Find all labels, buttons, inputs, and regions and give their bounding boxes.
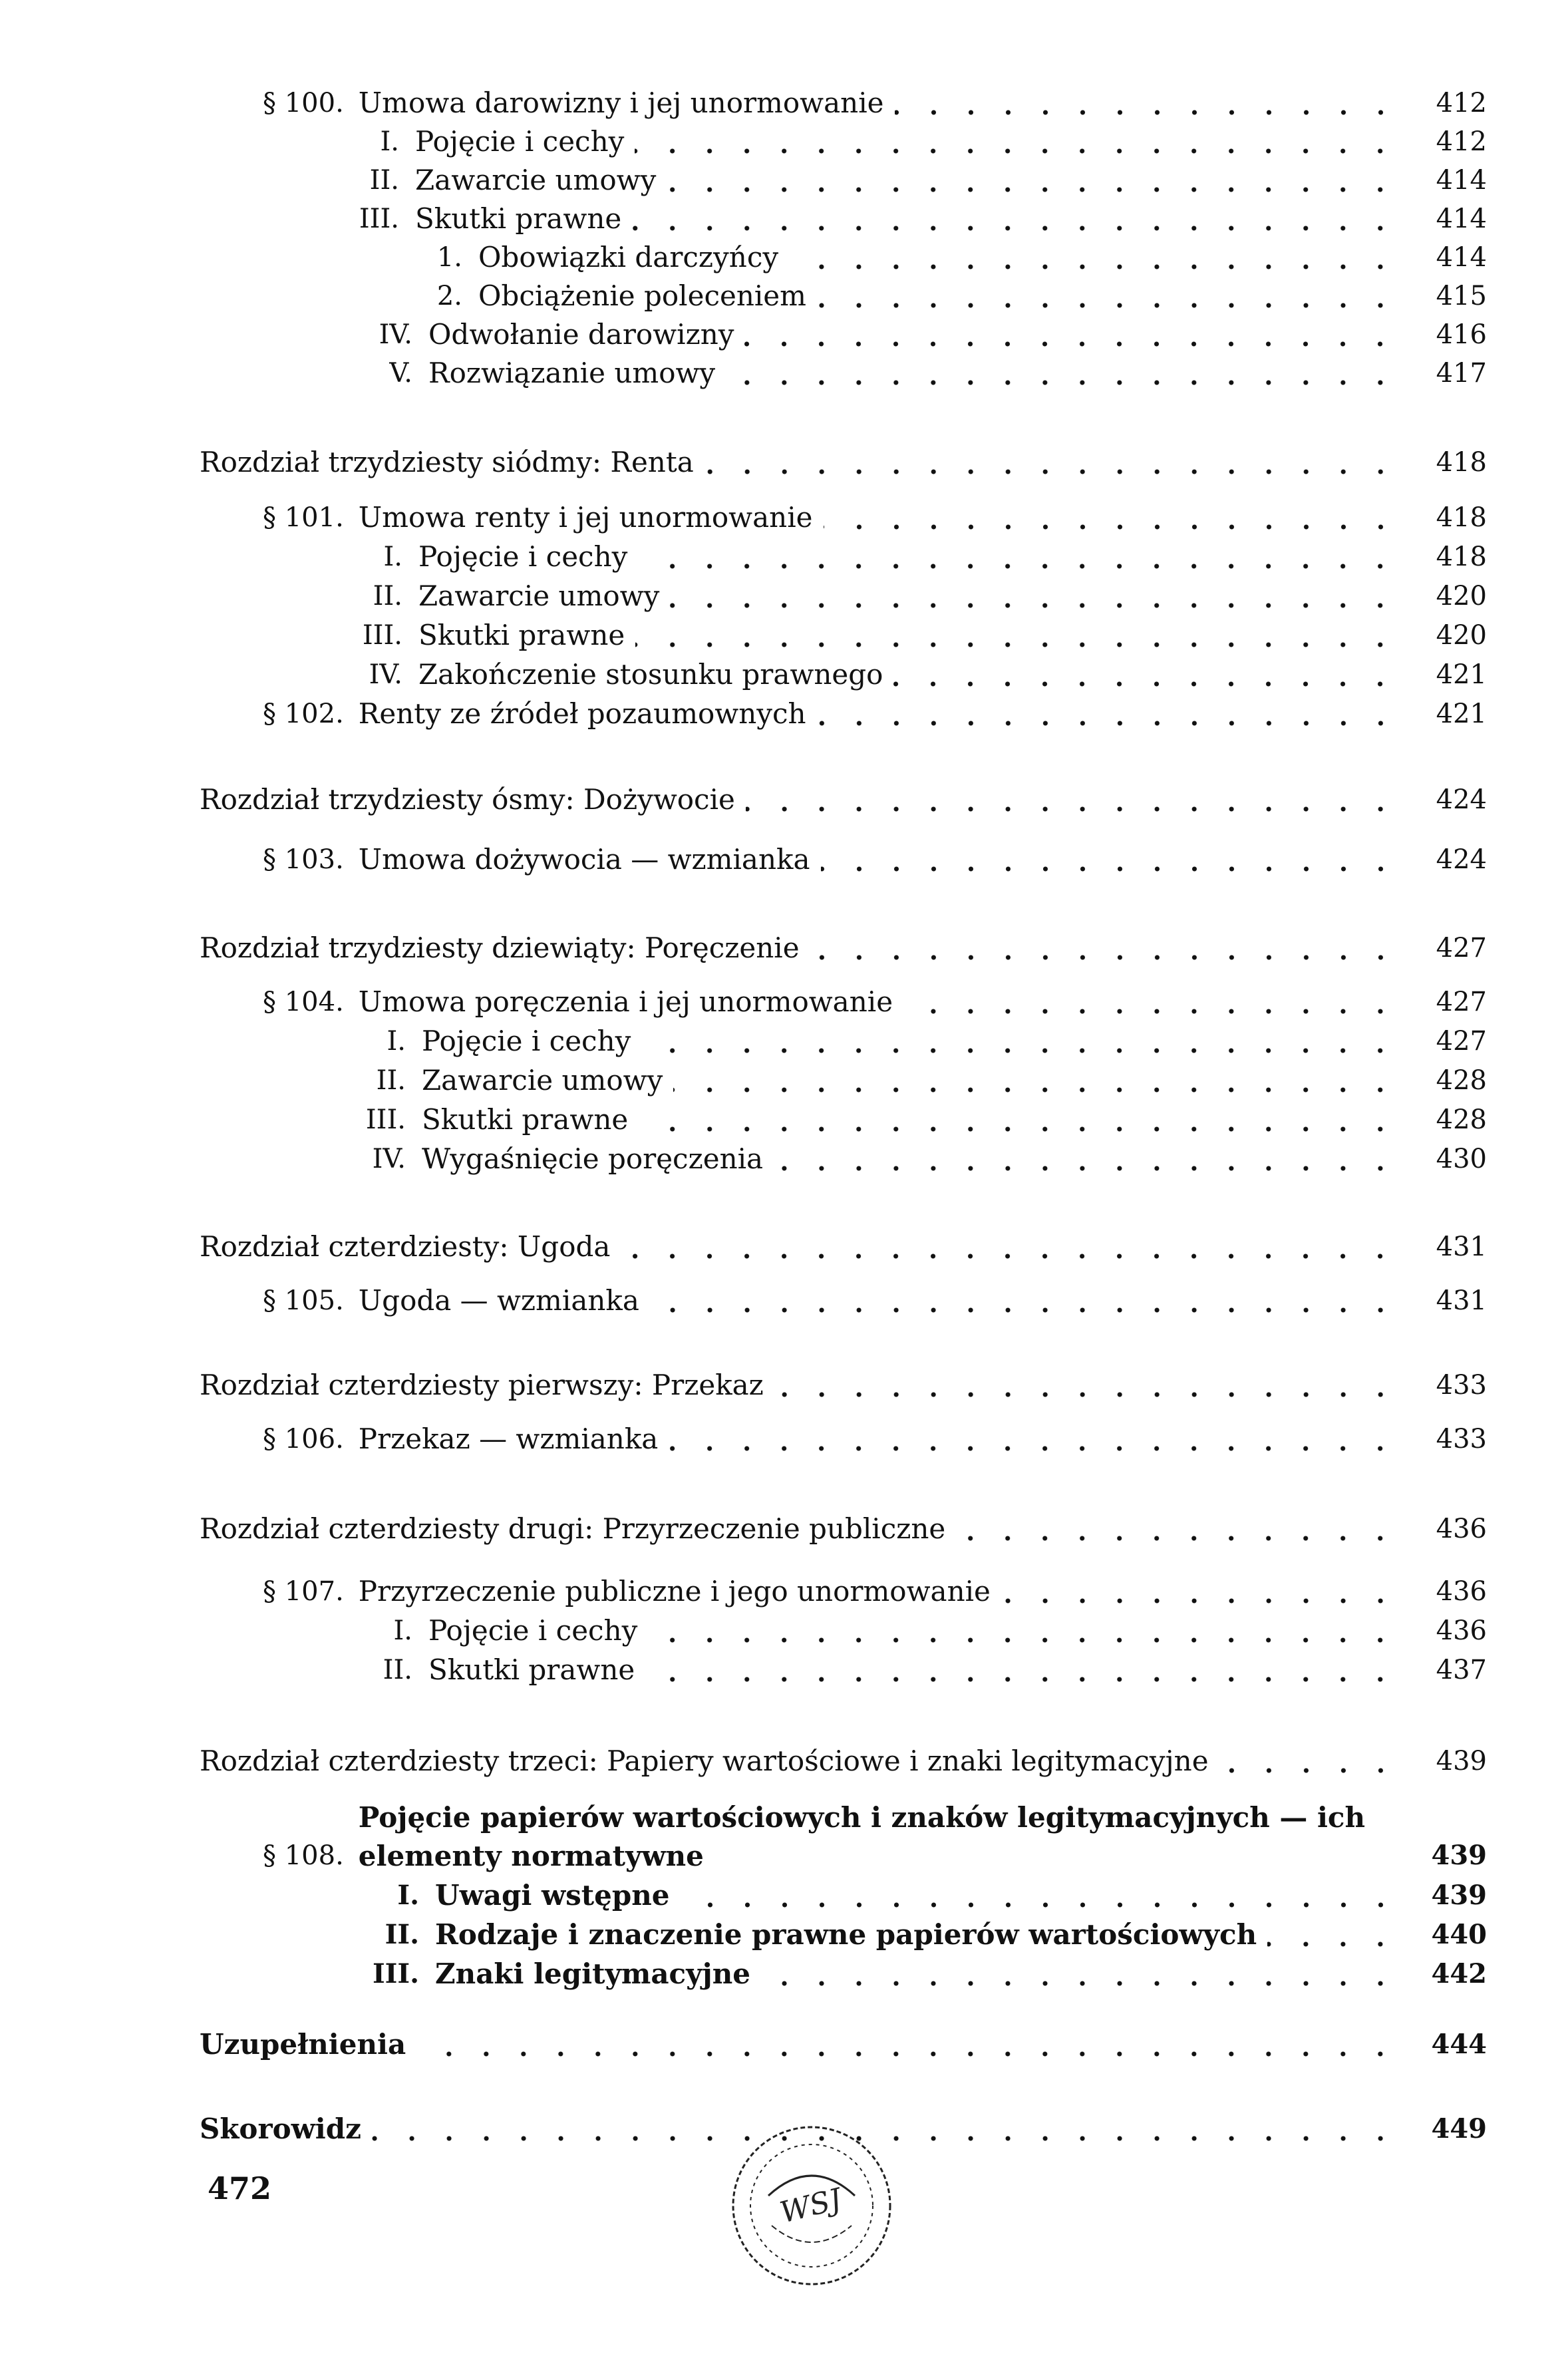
page-ref: 439	[1431, 1880, 1487, 1911]
toc-subentry	[263, 1021, 1487, 1061]
dot-leader	[774, 1139, 1414, 1179]
entry-title: Znaki legitymacyjne	[435, 1957, 750, 1990]
entry-title: Skutki prawne	[415, 202, 622, 235]
entry-title: Zakończenie stosunku prawnego	[418, 658, 883, 691]
entry-number: II.	[376, 1065, 406, 1096]
entry-title: Umowa renty i jej unormowanie	[358, 501, 813, 534]
entry-title: Obciążenie poleceniem	[478, 279, 806, 312]
dot-leader	[774, 1365, 1414, 1405]
entry-title: Odwołanie darowizny	[428, 318, 734, 351]
dot-leader	[673, 1061, 1414, 1100]
page-ref: 431	[1436, 1285, 1487, 1316]
dot-leader	[895, 83, 1414, 123]
page-ref: 428	[1436, 1104, 1487, 1135]
page-ref: 421	[1436, 699, 1487, 729]
page-ref: 449	[1431, 2113, 1487, 2144]
page-ref: 418	[1436, 542, 1487, 572]
page-number: 472	[208, 2170, 272, 2206]
toc-chapter-entry	[200, 1509, 1487, 1549]
toc-subentry	[263, 655, 1487, 695]
toc-chapter-entry	[200, 2025, 1487, 2065]
entry-number: I.	[387, 1026, 406, 1057]
toc-subentry	[263, 537, 1487, 577]
entry-title: Pojęcie i cechy	[428, 1614, 638, 1647]
toc-subentry	[263, 1611, 1487, 1651]
toc-section-entry	[263, 840, 1487, 880]
toc-chapter-entry	[200, 780, 1487, 820]
entry-number: I.	[393, 1615, 412, 1646]
page-ref: 412	[1436, 88, 1487, 118]
section-number: § 100.	[263, 88, 344, 118]
entry-title: Rozdział czterdziesty trzeci: Papiery wartościowe i znaki legitymacyjne	[200, 1745, 1209, 1777]
page-ref: 420	[1436, 620, 1487, 651]
page-ref: 418	[1436, 447, 1487, 478]
dot-leader	[821, 840, 1414, 880]
dot-leader	[635, 615, 1414, 655]
dot-leader	[817, 694, 1414, 734]
entry-number: III.	[359, 204, 399, 234]
toc-section-entry	[263, 1572, 1487, 1611]
entry-title: Przekaz — wzmianka	[358, 1423, 659, 1455]
page-ref: 420	[1436, 581, 1487, 611]
section-number: § 102.	[263, 699, 344, 729]
entry-title: Zawarcie umowy	[422, 1064, 663, 1097]
toc-section-entry	[263, 694, 1487, 734]
section-number: § 108.	[263, 1840, 344, 1871]
page-ref: 430	[1436, 1144, 1487, 1174]
toc-section-entry	[263, 1796, 1487, 1876]
entry-title: Wygaśnięcie poręczenia	[422, 1142, 764, 1175]
page-ref: 442	[1431, 1958, 1487, 1989]
dot-leader	[726, 353, 1414, 393]
entry-title: Rozdział czterdziesty pierwszy: Przekaz	[200, 1369, 764, 1401]
dot-leader	[893, 655, 1414, 695]
toc-subentry	[263, 615, 1487, 655]
page-ref: 436	[1436, 1514, 1487, 1544]
page-ref: 416	[1436, 319, 1487, 350]
page-ref: 436	[1436, 1576, 1487, 1607]
page-ref: 427	[1436, 987, 1487, 1017]
page-ref: 440	[1431, 1919, 1487, 1950]
entry-number: II.	[383, 1655, 412, 1685]
dot-leader	[746, 780, 1414, 820]
entry-title: Rozdział czterdziesty: Ugoda	[200, 1230, 611, 1263]
entry-title: Uwagi wstępne	[435, 1879, 670, 1912]
entry-title: Skorowidz	[200, 2113, 361, 2145]
entry-number: I.	[380, 126, 399, 157]
entry-title: Zawarcie umowy	[415, 164, 657, 196]
page-ref: 427	[1436, 933, 1487, 963]
page-ref: 424	[1436, 844, 1487, 875]
section-number: § 106.	[263, 1424, 344, 1454]
toc-subentry	[263, 276, 1487, 316]
toc-subentry	[263, 1650, 1487, 1690]
dot-leader	[670, 576, 1414, 616]
section-number: § 107.	[263, 1576, 344, 1607]
page-ref: 439	[1431, 1840, 1487, 1871]
page-ref: 424	[1436, 784, 1487, 815]
entry-title: Zawarcie umowy	[418, 580, 660, 612]
dot-leader	[744, 315, 1414, 355]
toc-chapter-entry	[200, 1365, 1487, 1405]
page-ref: 417	[1436, 358, 1487, 389]
entry-title: Rozdział trzydziesty ósmy: Dożywocie	[200, 783, 735, 816]
toc-section-entry	[263, 982, 1487, 1022]
entry-number: IV.	[372, 1144, 406, 1174]
toc-section-entry	[263, 1281, 1487, 1321]
section-number: § 103.	[263, 844, 344, 875]
entry-title: Skutki prawne	[422, 1103, 629, 1136]
entry-number: II.	[373, 581, 402, 611]
toc-subentry	[263, 238, 1487, 277]
entry-title: Skutki prawne	[428, 1653, 635, 1686]
entry-title: Pojęcie i cechy	[418, 540, 628, 573]
dot-leader	[641, 1021, 1414, 1061]
dot-leader	[632, 199, 1414, 239]
toc-subentry	[263, 576, 1487, 616]
entry-title: Przyrzeczenie publiczne i jego unormowanie	[358, 1575, 991, 1607]
dot-leader	[681, 1876, 1414, 1916]
page-ref: 431	[1436, 1232, 1487, 1262]
entry-title: Pojęcie i cechy	[415, 125, 625, 158]
entry-title: Obowiązki darczyńcy	[478, 241, 779, 273]
entry-title: Rozdział czterdziesty drugi: Przyrzeczenie publiczne	[200, 1512, 946, 1545]
page-ref: 414	[1436, 242, 1487, 273]
stamp-text: WSJ	[776, 2182, 846, 2230]
entry-title: Pojęcie papierów wartościowych i znaków legitymacyjnych — ich elementy normatywne	[358, 1801, 1366, 1872]
toc-section-entry	[263, 498, 1487, 538]
dot-leader	[1267, 1915, 1414, 1955]
entry-number: IV.	[379, 319, 412, 350]
entry-number: I.	[383, 542, 402, 572]
dot-leader	[761, 1954, 1414, 1994]
entry-title: Umowa poręczenia i jej unormowanie	[358, 985, 893, 1018]
entry-number: II.	[385, 1919, 419, 1950]
page-ref: 437	[1436, 1655, 1487, 1685]
dot-leader	[817, 276, 1414, 316]
page-ref: 439	[1436, 1746, 1487, 1776]
toc-subentry	[263, 122, 1487, 162]
page-ref: 436	[1436, 1615, 1487, 1646]
dot-leader	[669, 1419, 1414, 1459]
toc-subentry	[263, 160, 1487, 200]
page-ref: 444	[1431, 2029, 1487, 2060]
page-ref: 414	[1436, 165, 1487, 196]
entry-title: Umowa dożywocia — wzmianka	[358, 843, 810, 876]
entry-number: 1.	[436, 242, 462, 273]
page-ref: 412	[1436, 126, 1487, 157]
entry-title: Uzupełnienia	[200, 2028, 406, 2061]
dot-leader	[648, 1611, 1414, 1651]
toc-subentry	[263, 315, 1487, 355]
page-ref: 428	[1436, 1065, 1487, 1096]
toc-subentry	[263, 1061, 1487, 1100]
page-ref: 418	[1436, 502, 1487, 533]
entry-number: 2.	[436, 281, 462, 311]
dot-leader	[789, 238, 1414, 277]
toc-subentry	[263, 1100, 1487, 1140]
page-ref: 415	[1436, 281, 1487, 311]
entry-title: Rozdział trzydziesty dziewiąty: Poręczenie	[200, 931, 800, 964]
dot-leader	[650, 1281, 1414, 1321]
entry-title: Renty ze źródeł pozaumownych	[358, 697, 806, 730]
entry-number: II.	[369, 165, 399, 196]
dot-leader	[635, 122, 1414, 162]
section-number: § 105.	[263, 1285, 344, 1316]
entry-number: IV.	[369, 659, 402, 690]
dot-leader	[645, 1650, 1414, 1690]
page-ref: 414	[1436, 204, 1487, 234]
toc-subentry	[263, 1954, 1487, 1994]
toc-section-entry	[263, 83, 1487, 123]
entry-title: Umowa darowizny i jej unormowanie	[358, 86, 884, 119]
toc-subentry	[263, 1876, 1487, 1916]
toc-subentry	[263, 1915, 1487, 1955]
dot-leader	[705, 442, 1414, 482]
dot-leader	[667, 160, 1414, 200]
dot-leader	[903, 982, 1414, 1022]
dot-leader	[956, 1509, 1414, 1549]
toc-subentry	[263, 199, 1487, 239]
page-ref: 421	[1436, 659, 1487, 690]
entry-number: III.	[365, 1104, 406, 1135]
toc-chapter-entry	[200, 928, 1487, 968]
toc-chapter-entry	[200, 1227, 1487, 1267]
dot-leader	[810, 928, 1414, 968]
section-number: § 101.	[263, 502, 344, 533]
dot-leader	[638, 537, 1414, 577]
page-ref: 427	[1436, 1026, 1487, 1057]
dot-leader	[621, 1227, 1414, 1267]
page-ref: 433	[1436, 1370, 1487, 1401]
entry-title: Pojęcie i cechy	[422, 1025, 631, 1057]
entry-title: Skutki prawne	[418, 619, 625, 651]
entry-title: Rozwiązanie umowy	[428, 357, 716, 389]
dot-leader	[639, 1100, 1414, 1140]
section-number: § 104.	[263, 987, 344, 1017]
dot-leader	[1001, 1572, 1414, 1611]
dot-leader	[416, 2025, 1414, 2065]
dot-leader	[824, 498, 1414, 538]
toc-subentry	[263, 1139, 1487, 1179]
toc-subentry	[263, 353, 1487, 393]
entry-number: III.	[372, 1958, 419, 1989]
library-stamp	[722, 2116, 901, 2295]
page-ref: 433	[1436, 1424, 1487, 1454]
dot-leader	[1219, 1741, 1414, 1781]
entry-number: V.	[389, 358, 412, 389]
entry-title: Rozdział trzydziesty siódmy: Renta	[200, 446, 694, 478]
entry-number: III.	[362, 620, 402, 651]
entry-title: Rodzaje i znaczenie prawne papierów wartościowych	[435, 1918, 1257, 1951]
toc-chapter-entry	[200, 442, 1487, 482]
entry-number: I.	[397, 1880, 419, 1911]
toc-chapter-entry	[200, 1741, 1487, 1781]
entry-title: Ugoda — wzmianka	[358, 1284, 639, 1317]
toc-section-entry	[263, 1419, 1487, 1459]
